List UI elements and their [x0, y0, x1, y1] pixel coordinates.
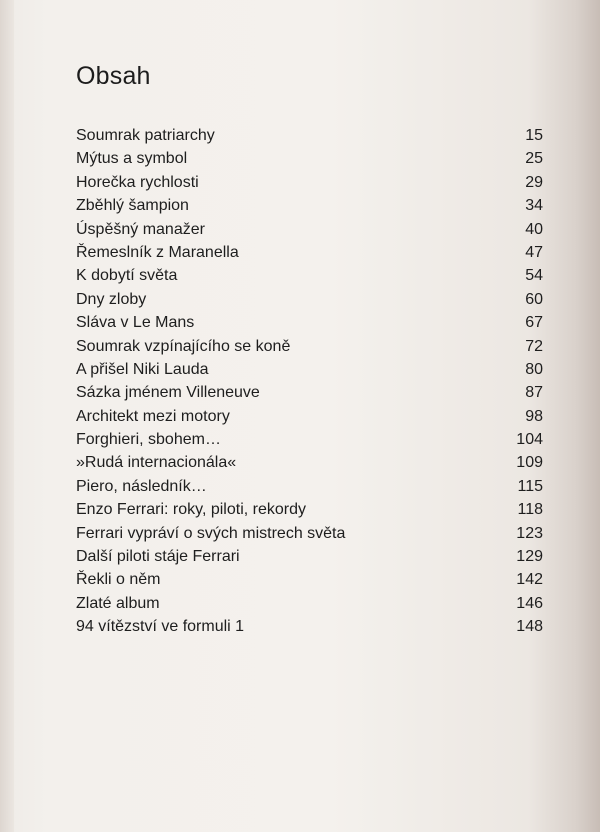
- toc-entry-page-number: 115: [517, 477, 543, 495]
- toc-entry-page-number: 67: [525, 314, 543, 332]
- toc-entry: [76, 545, 543, 568]
- toc-entry-title: Forghieri, sbohem…: [76, 431, 221, 449]
- toc-entry-title: Řemeslník z Maranella: [76, 243, 239, 261]
- toc-entry-title: Soumrak vzpínajícího se koně: [76, 337, 291, 355]
- toc-entry-title: 94 vítězství ve formuli 1: [76, 618, 245, 636]
- toc-entry-title: Ferrari vypráví o svých mistrech světa: [76, 524, 346, 542]
- toc-entry: [76, 171, 543, 194]
- toc-entry-title: Soumrak patriarchy: [76, 127, 215, 144]
- toc-entry: [76, 615, 543, 638]
- toc-entry-page-number: 129: [516, 548, 543, 566]
- toc-entry-title: Enzo Ferrari: roky, piloti, rekordy: [76, 501, 306, 519]
- toc-entry-page-number: 25: [525, 150, 543, 168]
- toc-entry: [76, 592, 543, 615]
- toc-entry: [76, 428, 543, 451]
- toc-entry-page-number: 40: [525, 220, 543, 238]
- toc-entry-page-number: 54: [525, 267, 543, 285]
- toc-entry: [76, 381, 543, 404]
- table-of-contents: [76, 124, 543, 639]
- toc-entry-page-number: 148: [516, 618, 543, 636]
- toc-entry-page-number: 34: [525, 197, 543, 215]
- toc-entry: [76, 288, 543, 311]
- toc-entry: [76, 451, 543, 474]
- toc-entry: [76, 194, 543, 217]
- toc-entry: [76, 124, 543, 147]
- toc-entry: [76, 218, 543, 241]
- toc-entry-page-number: 15: [525, 127, 543, 144]
- toc-entry-page-number: 118: [517, 501, 543, 519]
- toc-entry-page-number: 123: [516, 524, 543, 542]
- toc-entry-page-number: 87: [525, 384, 543, 402]
- toc-entry-title: »Rudá internacionála«: [76, 454, 237, 472]
- toc-entry-page-number: 104: [516, 431, 543, 449]
- toc-entry: [76, 405, 543, 428]
- toc-entry-title: Zběhlý šampion: [76, 197, 189, 215]
- toc-entry-title: Dny zloby: [76, 290, 147, 308]
- toc-entry: [76, 358, 543, 381]
- toc-entry: [76, 311, 543, 334]
- toc-entry-title: Úspěšný manažer: [76, 220, 205, 238]
- toc-entry-title: A přišel Niki Lauda: [76, 360, 209, 378]
- toc-entry-page-number: 47: [525, 243, 543, 261]
- toc-entry-title: K dobytí světa: [76, 267, 178, 285]
- toc-entry-page-number: 98: [525, 407, 543, 425]
- toc-entry-title: Zlaté album: [76, 594, 160, 612]
- toc-entry-page-number: 72: [525, 337, 543, 355]
- toc-entry-page-number: 109: [516, 454, 543, 472]
- toc-entry: [76, 147, 543, 170]
- toc-entry-title: Mýtus a symbol: [76, 150, 188, 168]
- toc-entry: [76, 475, 543, 498]
- toc-entry-title: Další piloti stáje Ferrari: [76, 548, 240, 566]
- toc-entry-title: Piero, následník…: [76, 477, 207, 495]
- toc-entry: [76, 241, 543, 264]
- toc-entry-page-number: 29: [525, 173, 543, 191]
- toc-entry: [76, 568, 543, 591]
- toc-entry-page-number: 146: [516, 594, 543, 612]
- toc-entry-page-number: 80: [525, 360, 543, 378]
- page-binding-edge: [0, 0, 14, 832]
- toc-entry: [76, 522, 543, 545]
- toc-entry-title: Sláva v Le Mans: [76, 314, 195, 332]
- toc-entry-title: Řekli o něm: [76, 571, 161, 589]
- toc-entry: [76, 335, 543, 358]
- toc-entry-page-number: 60: [525, 290, 543, 308]
- toc-entry: [76, 264, 543, 287]
- page-title: Obsah: [76, 62, 151, 90]
- toc-entry-title: Architekt mezi motory: [76, 407, 230, 425]
- toc-entry-page-number: 142: [516, 571, 543, 589]
- toc-entry: [76, 498, 543, 521]
- toc-entry-title: Sázka jménem Villeneuve: [76, 384, 260, 402]
- toc-entry-title: Horečka rychlosti: [76, 173, 199, 191]
